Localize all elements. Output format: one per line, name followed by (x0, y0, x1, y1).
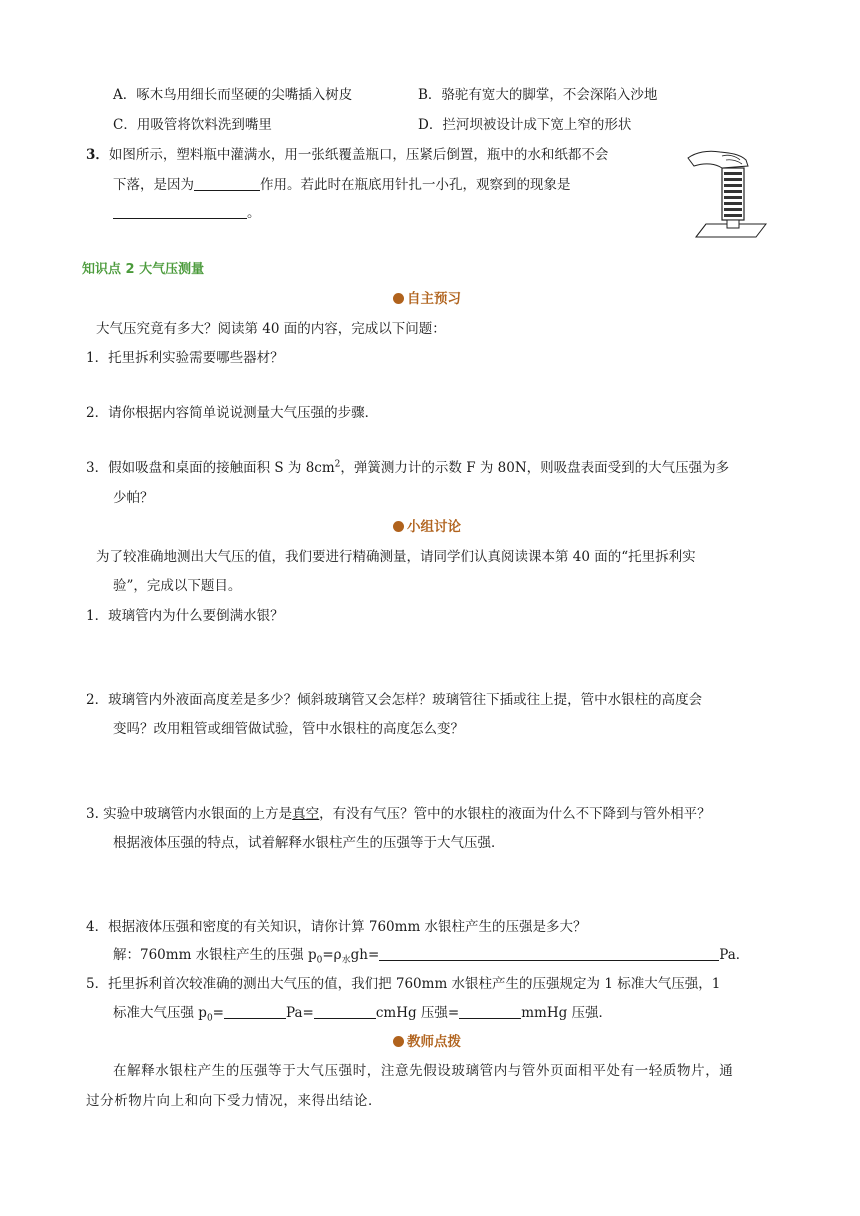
subscript: 0 (206, 1013, 213, 1024)
option-c: C．用吸管将饮料洗到嘴里 (113, 117, 272, 133)
superscript: 2 (334, 459, 341, 470)
text: gh= (350, 947, 380, 963)
text: = (212, 1005, 224, 1021)
knowledge-point-title: 知识点 2 大气压测量 (82, 262, 205, 277)
teacher-tip-line2: 过分析物片向上和向下受力情况，来得出结论． (86, 1093, 383, 1109)
option-d: D．拦河坝被设计成下宽上窄的形状 (418, 117, 632, 133)
preview-question-2: 2．请你根据内容简单说说测量大气压强的步骤． (86, 405, 379, 421)
discussion-question-5-line2 (113, 1001, 612, 1024)
discussion-question-2-line2: 变吗？改用粗管或细管做试验，管中水银柱的高度怎么变？ (113, 721, 464, 737)
text: mmHg 压强． (521, 1005, 613, 1021)
text: 标准大气压强 p (113, 1005, 207, 1021)
preview-intro: 大气压究竟有多大？阅读第 40 面的内容，完成以下问题： (96, 321, 446, 337)
discussion-question-4: 4．根据液体压强和密度的有关知识，请你计算 760mm 水银柱产生的压强是多大？ (86, 919, 587, 935)
option-b: B．骆驼有宽大的脚掌，不会深陷入沙地 (418, 87, 658, 103)
unit: Pa． (719, 947, 750, 963)
discussion-question-3 (86, 802, 711, 822)
subscript: 水 (341, 955, 351, 966)
text: 作用。若此时在瓶底用针扎一小孔，观察到的现象是 (260, 177, 571, 193)
text: 为了较准确地测出大气压的值，我们要进行精确测量，请同学们认真阅读课本第 40 面的 (96, 549, 622, 565)
text: ，弹簧测力计的示数 F 为 80N，则吸盘表面受到的大气压强为多 (340, 460, 730, 476)
text: cmHg 压强= (375, 1005, 460, 1021)
answer-blank[interactable] (314, 1004, 376, 1019)
answer-blank[interactable] (459, 1004, 521, 1019)
text: “托里拆利实 (621, 549, 696, 565)
bullet-dot-icon (393, 521, 404, 532)
discussion-question-4-solution (113, 943, 749, 966)
underlined-term: 真空 (292, 806, 320, 822)
subscript: 0 (316, 955, 323, 966)
text: =ρ (322, 947, 342, 963)
text: 解：760mm 水银柱产生的压强 p (113, 947, 317, 963)
answer-blank[interactable] (113, 204, 247, 219)
bullet-dot-icon (393, 1036, 404, 1047)
preview-question-3-line2: 少帕？ (113, 490, 154, 506)
discussion-intro (96, 545, 696, 565)
inverted-bottle-illustration (686, 142, 774, 246)
question-number: 3． (86, 147, 109, 163)
teacher-tip-line1: 在解释水银柱产生的压强等于大气压强时，注意先假设玻璃管内与管外页面相平处有一轻质物片，通 (113, 1063, 734, 1079)
text: 3．假如吸盘和桌面的接触面积 S 为 8cm (86, 460, 335, 476)
answer-blank[interactable] (224, 1004, 286, 1019)
bullet-dot-icon (393, 293, 404, 304)
section-heading-teacher (393, 1030, 461, 1050)
discussion-question-2: 2．玻璃管内外液面高度差是多少？倾斜玻璃管又会怎样？玻璃管往下插或往上提，管中水银柱的高度会 (86, 692, 703, 708)
section-heading-discussion (393, 515, 461, 535)
discussion-intro-line2: 验”，完成以下题目。 (113, 578, 242, 594)
preview-question-3 (86, 456, 729, 476)
option-a: A．啄木鸟用细长而坚硬的尖嘴插入树皮 (113, 87, 353, 103)
text: 下落，是因为 (113, 177, 194, 193)
question-3-line1: 如图所示，塑料瓶中灌满水，用一张纸覆盖瓶口，压紧后倒置，瓶中的水和纸都不会 (108, 147, 609, 163)
text: ，有没有气压？管中的水银柱的液面为什么不下降到与管外相平？ (319, 806, 711, 822)
heading-text: 小组讨论 (407, 519, 461, 535)
discussion-question-3-line2: 根据液体压强的特点，试着解释水银柱产生的压强等于大气压强． (113, 835, 505, 851)
preview-question-1: 1．托里拆利实验需要哪些器材？ (86, 350, 284, 366)
discussion-question-5: 5．托里拆利首次较准确的测出大气压的值，我们把 760mm 水银柱产生的压强规定为 1 标准大气压强，1 (86, 976, 721, 992)
answer-blank[interactable] (194, 176, 260, 191)
text: 。 (247, 205, 261, 221)
heading-text: 自主预习 (407, 291, 461, 307)
question-3-line3 (113, 201, 261, 221)
discussion-question-1: 1．玻璃管内为什么要倒满水银？ (86, 608, 284, 624)
section-heading-preview (393, 287, 461, 307)
text: 3. 实验中玻璃管内水银面的上方是 (86, 806, 293, 822)
heading-text: 教师点拨 (407, 1034, 461, 1050)
question-3 (86, 143, 608, 163)
question-3-line2 (113, 173, 571, 193)
text: Pa= (285, 1005, 314, 1021)
answer-blank[interactable] (379, 946, 719, 961)
